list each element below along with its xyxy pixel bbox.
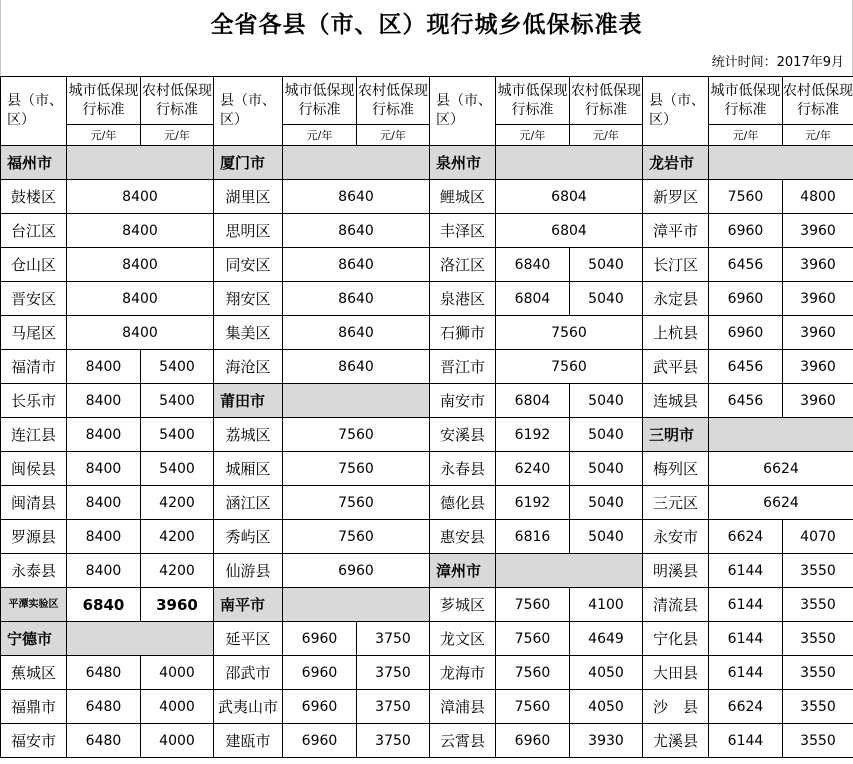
county-name: 南安市	[430, 384, 496, 418]
combined-standard: 7560	[283, 486, 430, 520]
table-row	[1, 350, 853, 384]
county-name: 尤溪县	[643, 724, 709, 758]
county-name: 罗源县	[1, 520, 67, 554]
urban-standard: 6456	[709, 248, 783, 282]
document-title: 全省各县（市、区）现行城乡低保标准表	[0, 0, 853, 50]
rural-standard: 3550	[783, 656, 853, 690]
urban-standard: 8400	[67, 350, 141, 384]
rural-standard: 3750	[357, 622, 430, 656]
rural-standard: 3960	[783, 316, 853, 350]
city-header: 厦门市	[214, 146, 283, 180]
county-name: 龙海市	[430, 656, 496, 690]
table-row	[1, 384, 853, 418]
county-name: 长乐市	[1, 384, 67, 418]
combined-standard: 6804	[496, 214, 643, 248]
header-urban: 城市低保现行标准	[67, 77, 141, 125]
urban-standard: 6144	[709, 656, 783, 690]
table-row	[1, 282, 853, 316]
rural-standard: 5040	[570, 520, 643, 554]
combined-standard: 7560	[283, 418, 430, 452]
rural-standard: 4000	[141, 656, 214, 690]
rural-standard: 4100	[570, 588, 643, 622]
rural-standard: 3750	[357, 656, 430, 690]
table-row	[1, 554, 853, 588]
table-row	[1, 248, 853, 282]
table-row	[1, 316, 853, 350]
city-header-fill	[709, 418, 853, 452]
rural-standard: 5400	[141, 384, 214, 418]
urban-standard: 6144	[709, 622, 783, 656]
unit-label: 元/年	[357, 125, 430, 146]
combined-standard: 8640	[283, 180, 430, 214]
urban-standard: 6804	[496, 282, 570, 316]
rural-standard: 4200	[141, 554, 214, 588]
county-name: 福安市	[1, 724, 67, 758]
urban-standard: 6144	[709, 554, 783, 588]
city-header: 三明市	[643, 418, 709, 452]
urban-standard: 8400	[67, 384, 141, 418]
urban-standard: 8400	[67, 554, 141, 588]
county-name: 大田县	[643, 656, 709, 690]
urban-standard: 6144	[709, 588, 783, 622]
county-name: 芗城区	[430, 588, 496, 622]
statistics-time: 统计时间：2017年9月	[0, 50, 853, 76]
urban-standard: 7560	[496, 656, 570, 690]
rural-standard: 3750	[357, 724, 430, 758]
urban-standard: 6960	[283, 622, 357, 656]
county-name: 鼓楼区	[1, 180, 67, 214]
rural-standard: 3550	[783, 622, 853, 656]
combined-standard: 7560	[496, 316, 643, 350]
rural-standard: 3750	[357, 690, 430, 724]
urban-standard: 6960	[283, 724, 357, 758]
header-county: 县（市、区）	[214, 77, 283, 146]
unit-label: 元/年	[783, 125, 853, 146]
combined-standard: 8640	[283, 282, 430, 316]
table-row	[1, 622, 853, 656]
rural-standard: 3960	[783, 214, 853, 248]
county-name: 福鼎市	[1, 690, 67, 724]
county-name: 云霄县	[430, 724, 496, 758]
rural-standard: 5400	[141, 350, 214, 384]
table-row	[1, 452, 853, 486]
city-header-fill	[496, 146, 643, 180]
header-rural: 农村低保现行标准	[783, 77, 853, 125]
urban-standard: 6960	[496, 724, 570, 758]
county-name: 永春县	[430, 452, 496, 486]
rural-standard: 4000	[141, 690, 214, 724]
city-header: 莆田市	[214, 384, 283, 418]
county-name: 仓山区	[1, 248, 67, 282]
urban-standard: 7560	[709, 180, 783, 214]
county-name: 湖里区	[214, 180, 283, 214]
rural-standard: 3960	[783, 282, 853, 316]
table-row	[1, 690, 853, 724]
city-header-fill	[709, 146, 853, 180]
county-name: 永安市	[643, 520, 709, 554]
urban-standard: 7560	[496, 588, 570, 622]
urban-standard: 7560	[496, 622, 570, 656]
urban-standard: 6144	[709, 724, 783, 758]
combined-standard: 7560	[283, 520, 430, 554]
rural-standard: 4649	[570, 622, 643, 656]
city-header-fill	[67, 622, 214, 656]
county-name: 惠安县	[430, 520, 496, 554]
county-name: 永定县	[643, 282, 709, 316]
county-name: 建瓯市	[214, 724, 283, 758]
city-header: 漳州市	[430, 554, 496, 588]
county-name: 蕉城区	[1, 656, 67, 690]
rural-standard: 3960	[783, 248, 853, 282]
urban-standard: 6624	[709, 690, 783, 724]
city-header-fill	[283, 588, 430, 622]
rural-standard: 3960	[141, 588, 214, 622]
county-name: 宁化县	[643, 622, 709, 656]
county-name: 晋江市	[430, 350, 496, 384]
combined-standard: 7560	[496, 350, 643, 384]
urban-standard: 6480	[67, 724, 141, 758]
city-header: 南平市	[214, 588, 283, 622]
county-name: 荔城区	[214, 418, 283, 452]
combined-standard: 8640	[283, 316, 430, 350]
combined-standard: 7560	[283, 452, 430, 486]
county-name: 洛江区	[430, 248, 496, 282]
county-name: 仙游县	[214, 554, 283, 588]
urban-standard: 8400	[67, 486, 141, 520]
county-name: 闽侯县	[1, 452, 67, 486]
urban-standard: 6480	[67, 656, 141, 690]
urban-standard: 8400	[67, 452, 141, 486]
urban-standard: 6456	[709, 350, 783, 384]
header-county: 县（市、区）	[430, 77, 496, 146]
county-name: 集美区	[214, 316, 283, 350]
rural-standard: 3550	[783, 690, 853, 724]
county-name: 连江县	[1, 418, 67, 452]
county-name: 延平区	[214, 622, 283, 656]
rural-standard: 5400	[141, 418, 214, 452]
city-header: 龙岩市	[643, 146, 709, 180]
county-name: 思明区	[214, 214, 283, 248]
header-urban: 城市低保现行标准	[283, 77, 357, 125]
urban-standard: 6456	[709, 384, 783, 418]
city-header: 福州市	[1, 146, 67, 180]
county-name: 武夷山市	[214, 690, 283, 724]
rural-standard: 5040	[570, 384, 643, 418]
county-name: 德化县	[430, 486, 496, 520]
county-name: 明溪县	[643, 554, 709, 588]
rural-standard: 4800	[783, 180, 853, 214]
unit-label: 元/年	[570, 125, 643, 146]
header-rural: 农村低保现行标准	[141, 77, 214, 125]
urban-standard: 7560	[496, 690, 570, 724]
city-header-fill	[496, 554, 643, 588]
county-name: 沙 县	[643, 690, 709, 724]
county-name: 福清市	[1, 350, 67, 384]
urban-standard: 6840	[496, 248, 570, 282]
county-name: 永泰县	[1, 554, 67, 588]
county-name: 丰泽区	[430, 214, 496, 248]
subsistence-standard-table	[0, 76, 853, 758]
county-name: 海沧区	[214, 350, 283, 384]
urban-standard: 6192	[496, 486, 570, 520]
urban-standard: 6480	[67, 690, 141, 724]
urban-standard: 6960	[283, 656, 357, 690]
rural-standard: 4200	[141, 520, 214, 554]
combined-standard: 8400	[67, 316, 214, 350]
county-name: 秀屿区	[214, 520, 283, 554]
combined-standard: 8400	[67, 214, 214, 248]
urban-standard: 6624	[709, 520, 783, 554]
urban-standard: 6960	[709, 282, 783, 316]
urban-standard: 6960	[709, 214, 783, 248]
unit-label: 元/年	[283, 125, 357, 146]
rural-standard: 5040	[570, 486, 643, 520]
table-row	[1, 146, 853, 180]
header-row	[1, 77, 853, 125]
county-name: 晋安区	[1, 282, 67, 316]
header-urban: 城市低保现行标准	[709, 77, 783, 125]
county-name: 同安区	[214, 248, 283, 282]
county-name: 新罗区	[643, 180, 709, 214]
unit-label: 元/年	[67, 125, 141, 146]
header-rural: 农村低保现行标准	[570, 77, 643, 125]
rural-standard: 3550	[783, 554, 853, 588]
combined-standard: 8400	[67, 282, 214, 316]
combined-standard: 8640	[283, 350, 430, 384]
table-row	[1, 486, 853, 520]
rural-standard: 3930	[570, 724, 643, 758]
county-name: 翔安区	[214, 282, 283, 316]
urban-standard: 8400	[67, 520, 141, 554]
table-row	[1, 656, 853, 690]
rural-standard: 5040	[570, 418, 643, 452]
table-row	[1, 588, 853, 622]
county-name: 城厢区	[214, 452, 283, 486]
header-county: 县（市、区）	[643, 77, 709, 146]
rural-standard: 4070	[783, 520, 853, 554]
urban-standard: 8400	[67, 418, 141, 452]
table-row	[1, 418, 853, 452]
county-name: 泉港区	[430, 282, 496, 316]
table-row	[1, 520, 853, 554]
rural-standard: 4000	[141, 724, 214, 758]
county-name: 台江区	[1, 214, 67, 248]
rural-standard: 5040	[570, 282, 643, 316]
unit-row	[1, 125, 853, 146]
urban-standard: 6960	[283, 690, 357, 724]
county-name: 上杭县	[643, 316, 709, 350]
county-name: 三元区	[643, 486, 709, 520]
county-name: 邵武市	[214, 656, 283, 690]
combined-standard: 6804	[496, 180, 643, 214]
county-name: 长汀区	[643, 248, 709, 282]
county-name: 漳浦县	[430, 690, 496, 724]
rural-standard: 3550	[783, 588, 853, 622]
city-header-fill	[67, 146, 214, 180]
header-urban: 城市低保现行标准	[496, 77, 570, 125]
city-header: 宁德市	[1, 622, 67, 656]
rural-standard: 3960	[783, 384, 853, 418]
rural-standard: 5040	[570, 248, 643, 282]
unit-label: 元/年	[709, 125, 783, 146]
header-county: 县（市、区）	[1, 77, 67, 146]
urban-standard: 6840	[67, 588, 141, 622]
rural-standard: 4050	[570, 690, 643, 724]
city-header-fill	[283, 146, 430, 180]
urban-standard: 6240	[496, 452, 570, 486]
rural-standard: 4050	[570, 656, 643, 690]
rural-standard: 5400	[141, 452, 214, 486]
urban-standard: 6804	[496, 384, 570, 418]
combined-standard: 6624	[709, 486, 853, 520]
table-row	[1, 724, 853, 758]
table-row	[1, 214, 853, 248]
county-name: 连城县	[643, 384, 709, 418]
combined-standard: 6960	[283, 554, 430, 588]
combined-standard: 8640	[283, 248, 430, 282]
urban-standard: 6816	[496, 520, 570, 554]
county-name: 安溪县	[430, 418, 496, 452]
urban-standard: 6192	[496, 418, 570, 452]
county-name: 涵江区	[214, 486, 283, 520]
unit-label: 元/年	[496, 125, 570, 146]
unit-label: 元/年	[141, 125, 214, 146]
rural-standard: 3550	[783, 724, 853, 758]
county-name: 马尾区	[1, 316, 67, 350]
county-name: 梅列区	[643, 452, 709, 486]
city-header-fill	[283, 384, 430, 418]
county-name: 武平县	[643, 350, 709, 384]
county-name: 清流县	[643, 588, 709, 622]
urban-standard: 6960	[709, 316, 783, 350]
county-name: 闽清县	[1, 486, 67, 520]
county-name: 漳平市	[643, 214, 709, 248]
county-name: 鲤城区	[430, 180, 496, 214]
rural-standard: 4200	[141, 486, 214, 520]
table-row	[1, 180, 853, 214]
county-name: 石狮市	[430, 316, 496, 350]
city-header: 泉州市	[430, 146, 496, 180]
combined-standard: 8400	[67, 248, 214, 282]
county-name: 平潭实验区	[1, 588, 67, 622]
county-name: 龙文区	[430, 622, 496, 656]
rural-standard: 5040	[570, 452, 643, 486]
rural-standard: 3960	[783, 350, 853, 384]
combined-standard: 6624	[709, 452, 853, 486]
combined-standard: 8400	[67, 180, 214, 214]
combined-standard: 8640	[283, 214, 430, 248]
header-rural: 农村低保现行标准	[357, 77, 430, 125]
